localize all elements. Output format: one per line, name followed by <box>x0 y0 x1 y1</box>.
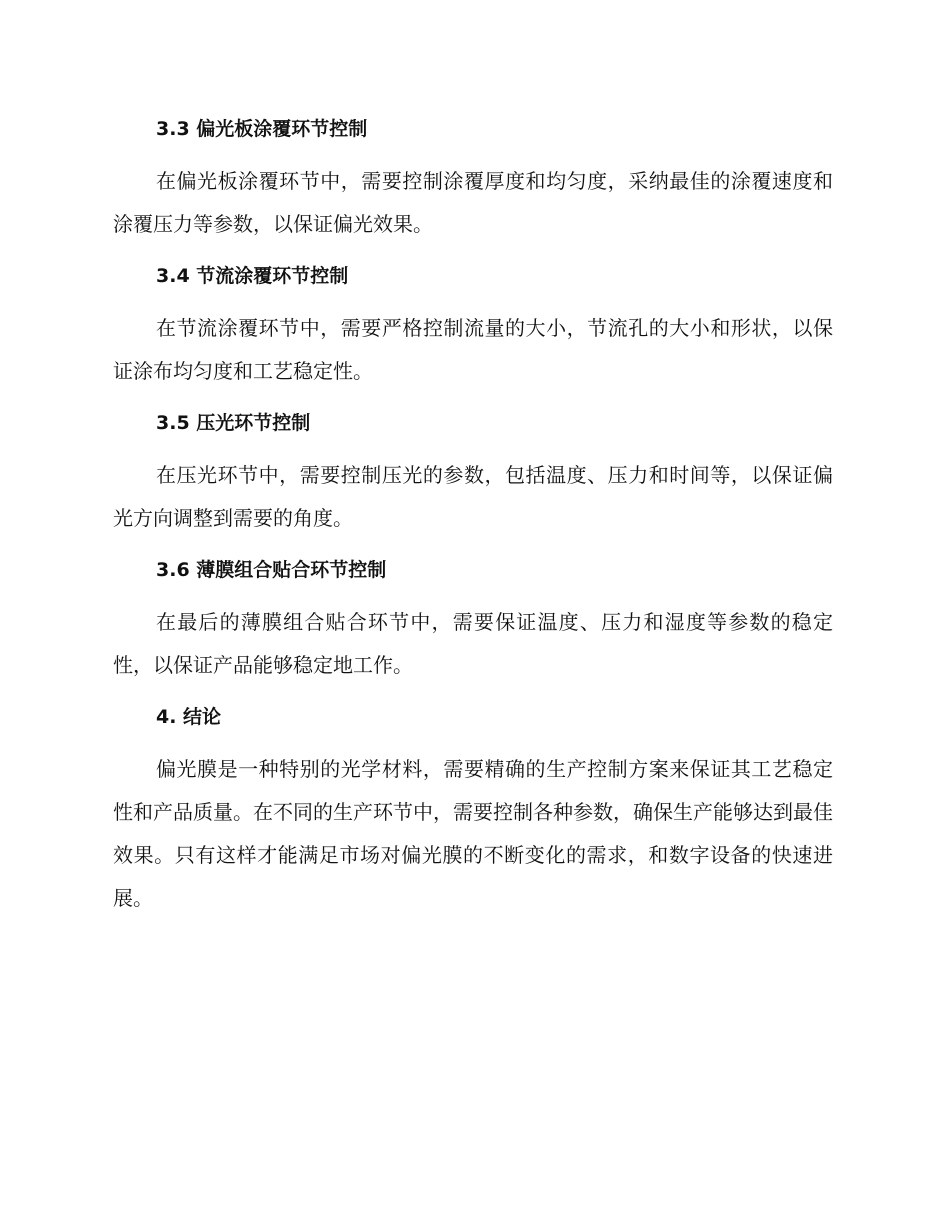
section-heading: 3.3 偏光板涂覆环节控制 <box>156 118 368 140</box>
section-heading: 3.6 薄膜组合贴合环节控制 <box>156 559 387 581</box>
section-paragraph: 在最后的薄膜组合贴合环节中，需要保证温度、压力和湿度等参数的稳定性，以保证产品能够稳定地工作。 <box>113 610 833 677</box>
section-paragraph: 偏光膜是一种特别的光学材料，需要精确的生产控制方案来保证其工艺稳定性和产品质量。在不同的生产环节中，需要控制各种参数，确保生产能够达到最佳效果。只有这样才能满足市场对偏光膜的不断变化的需求，和数字设备的快速进展。 <box>113 757 833 910</box>
section-3-3 <box>113 112 833 246</box>
document-content <box>113 112 833 933</box>
section-3-4 <box>113 259 833 393</box>
section-3-6 <box>113 553 833 687</box>
section-paragraph: 在节流涂覆环节中，需要严格控制流量的大小，节流孔的大小和形状，以保证涂布均匀度和工艺稳定性。 <box>113 316 833 383</box>
section-paragraph: 在偏光板涂覆环节中，需要控制涂覆厚度和均匀度，采纳最佳的涂覆速度和涂覆压力等参数，以保证偏光效果。 <box>113 169 833 236</box>
section-heading: 3.4 节流涂覆环节控制 <box>156 265 349 287</box>
section-3-5 <box>113 406 833 540</box>
section-heading: 4. 结论 <box>156 706 222 728</box>
section-paragraph: 在压光环节中，需要控制压光的参数，包括温度、压力和时间等，以保证偏光方向调整到需要的角度。 <box>113 463 833 530</box>
section-heading: 3.5 压光环节控制 <box>156 412 311 434</box>
section-4-conclusion <box>113 700 833 920</box>
